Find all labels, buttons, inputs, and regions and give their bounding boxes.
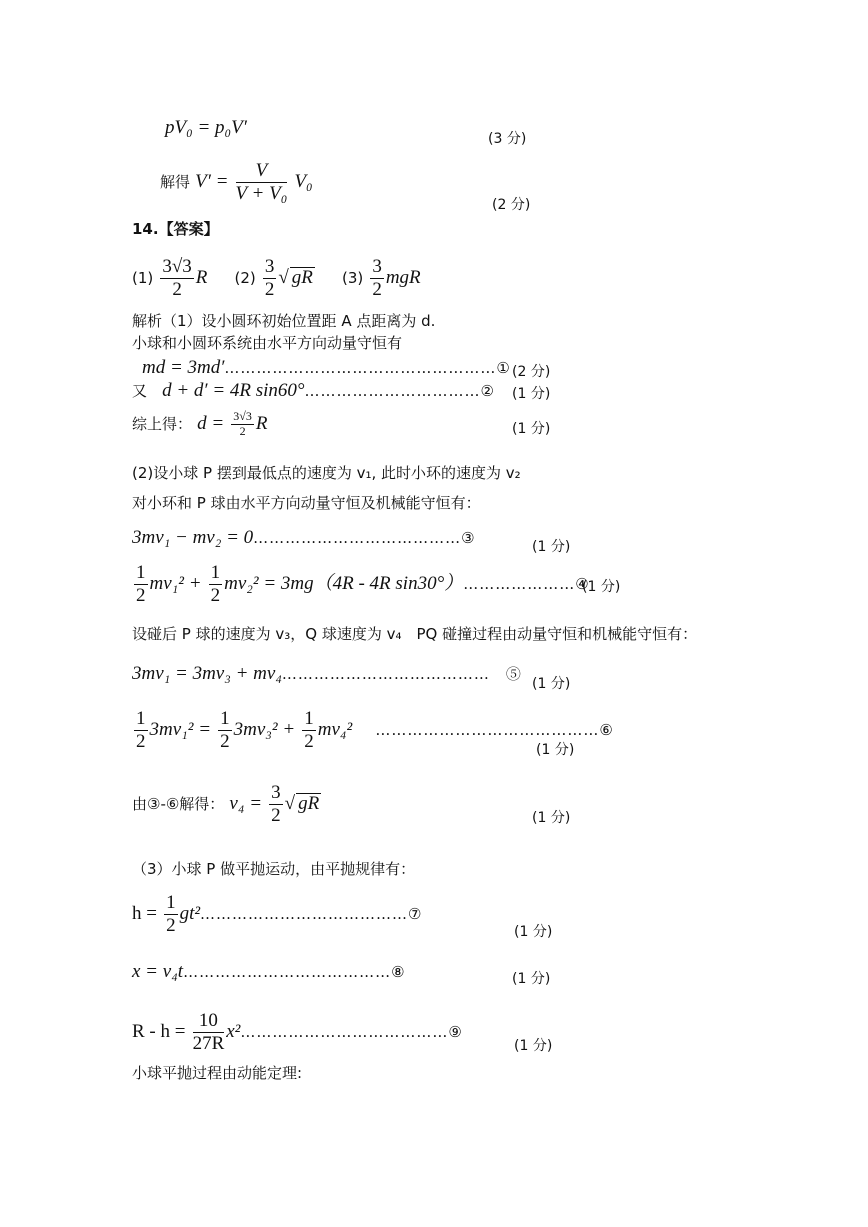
score-eq5: (1 分): [532, 676, 571, 692]
score-eq7: (1 分): [514, 924, 553, 940]
score-eq2: (1 分): [512, 386, 551, 402]
equation-3: 3mv₁ − mv₂ = 0…………………………………③: [132, 527, 476, 548]
score-eq4: (1 分): [582, 579, 621, 595]
equation-5: 3mv₁ = 3mv₃ + mv₄………………………………… ⑤: [132, 663, 522, 684]
score-eq1: (2 分): [512, 364, 551, 380]
equation-1: md = 3md′……………………………………………①: [142, 357, 511, 378]
analysis-part1-line2: 小球和小圆环系统由水平方向动量守恒有: [132, 334, 403, 352]
analysis-part2-line3: 设碰后 P 球的速度为 v₃，Q 球速度为 v₄ PQ 碰撞过程由动量守恒和机械能守恒有：: [132, 625, 698, 643]
analysis-part1-intro: 解析（1）设小圆环初始位置距 A 点距离为 d.: [132, 312, 436, 330]
equation-4: $\frac{1}{2}$ mv₁² + $\frac{1}{2}$ mv₂² = 3mg（4R - 4R sin30°）…………………④: [136, 562, 590, 606]
equation-2: 又 d + d′ = 4R sin60°……………………………②: [132, 380, 495, 401]
score-solve: (2 分): [492, 197, 531, 213]
answers-line: (1) $\frac{3√3}{2}$ R (2) $\frac{3}{2}$ √ gR (3) $\frac{3}{2}$ mgR: [132, 256, 421, 300]
summary-d: 综上得： d = $\frac{3√3}{2}$ R: [132, 409, 268, 438]
score-eq6: (1 分): [536, 742, 575, 758]
equation-8: x = v₄t…………………………………⑧: [132, 961, 406, 982]
analysis-part2-line2: 对小环和 P 球由水平方向动量守恒及机械能守恒有：: [132, 494, 481, 512]
analysis-part2-intro: (2)设小球 P 摆到最低点的速度为 v₁, 此时小环的速度为 v₂: [132, 464, 521, 482]
score-result: (1 分): [532, 810, 571, 826]
equation-boyle: pV₀ = p₀V′: [165, 117, 247, 138]
score-boyle: (3 分): [488, 131, 527, 147]
equation-6: $\frac{1}{2}$ 3mv₁² = $\frac{1}{2}$ 3mv₃² + $\frac{1}{2}$ mv₄² ……………………………………⑥: [136, 708, 614, 752]
analysis-part3-intro: （3）小球 P 做平抛运动，由平抛规律有：: [132, 860, 416, 878]
score-eq9: (1 分): [514, 1038, 553, 1054]
score-eq8: (1 分): [512, 971, 551, 987]
analysis-part3-last: 小球平抛过程由动能定理:: [132, 1064, 303, 1082]
equation-7: h = $\frac{1}{2}$ gt²…………………………………⑦: [132, 892, 423, 936]
equation-9: R - h = $\frac{10}{27R}$ x²…………………………………⑨: [132, 1010, 463, 1054]
score-summary: (1 分): [512, 421, 551, 437]
equation-solve: 解得 V′ = $\frac{V}{\text{V + V₀}}$ V₀: [160, 160, 313, 204]
question-14-title: 14.【答案】: [132, 220, 219, 238]
result-v4: 由③-⑥解得： v₄ = $\frac{3}{2}$ √ gR: [132, 782, 320, 826]
score-eq3: (1 分): [532, 539, 571, 555]
